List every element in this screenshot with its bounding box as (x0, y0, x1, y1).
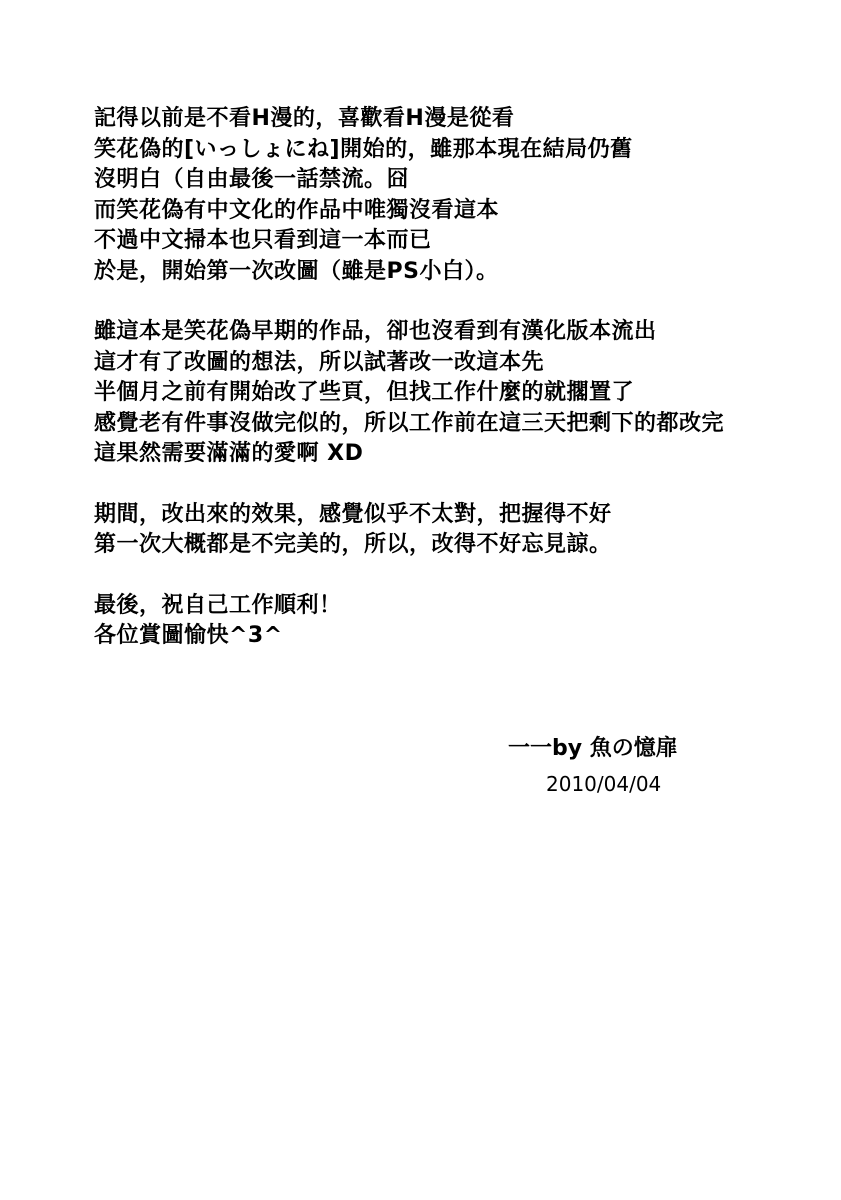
text-line: 半個月之前有開始改了些頁，但找工作什麼的就擱置了 (94, 380, 635, 405)
text-line: 雖這本是笑花偽早期的作品，卻也沒看到有漢化版本流出 (94, 319, 657, 344)
paragraph-1 (94, 104, 824, 287)
text-line: 沒明白（自由最後一話禁流。囧 (94, 167, 410, 192)
text-line: 最後，祝自己工作順利！ (94, 592, 342, 618)
text-line: 期間，改出來的效果，感覺似乎不太對，把握得不好 (94, 501, 612, 527)
text-line: 第一次大概都是不完美的，所以，改得不好忘見諒。 (94, 532, 612, 557)
afterword-text (94, 104, 824, 652)
text-line: 各位賞圖愉快^3^ (94, 623, 283, 648)
text-line: 而笑花偽有中文化的作品中唯獨沒看這本 (94, 197, 500, 223)
paragraph-2 (94, 317, 824, 470)
signature: 一一by 魚の憶扉 (508, 736, 678, 761)
date: 2010/04/04 (546, 772, 662, 796)
paragraph-3 (94, 500, 824, 561)
paragraph-4 (94, 591, 824, 652)
text-line: 感覺老有件事沒做完似的，所以工作前在這三天把剩下的都改完 (94, 410, 725, 436)
text-line: 不過中文掃本也只看到這一本而已 (94, 228, 432, 253)
text-line: 記得以前是不看H漫的，喜歡看H漫是從看 (94, 106, 515, 131)
text-line: 笑花偽的[いっしょにね]開始的，雖那本現在結局仍舊 (94, 136, 633, 162)
text-line: 這果然需要滿滿的愛啊 XD (94, 441, 364, 466)
text-line: 這才有了改圖的想法，所以試著改一改這本先 (94, 349, 545, 375)
text-line: 於是，開始第一次改圖（雖是PS小白）。 (94, 258, 499, 284)
